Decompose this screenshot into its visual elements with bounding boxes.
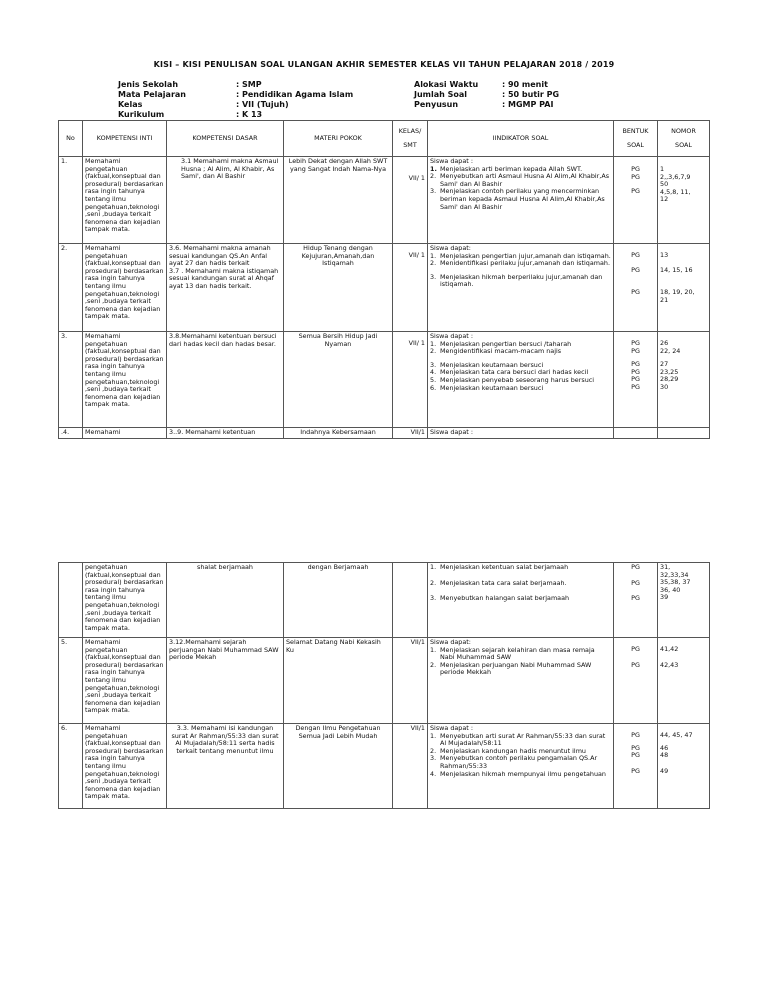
indikator-item: 1. Menjelaskan pengertian jujur,amanah dan istiqamah. <box>430 251 611 260</box>
indikator-item: 3. Menjelaskan hikmah berperilaku jujur,amanah dan istiqamah. <box>430 272 603 289</box>
row-kompetensi-inti: Memahami pengetahuan (faktual,konseptual dan prosedural) berdasarkan rasa ingin tahunya tentang ilmu pengetahuan,teknologi ,seni ,budaya terkait fenomena dan kejadian tampak mata. <box>83 244 167 332</box>
row-indikator: Siswa dapat : 1. Menyebutkan arti surat Ar Rahman/55:33 dan surat Al Mujadalah/58:11 2. Menjelaskan kandungan hadis menuntut ilmu 3. Menyebutkan contoh perilaku pengamalan QS.Ar Rahman/55:33 4. Menjelaskan hikmah mempunyai ilmu pengetahuan <box>428 724 614 809</box>
row-materi-pokok: Lebih Dekat dengan Allah SWT yang Sangat Indah Nama-Nya <box>284 157 393 244</box>
meta-row: Jenis Sekolah : SMP <box>118 80 262 89</box>
row-kompetensi-inti: Memahami <box>83 428 167 439</box>
row-no: 3. <box>59 332 83 428</box>
row-no: 5. <box>59 638 83 724</box>
indikator-item: 1. Menjelaskan pengertian bersuci /taharah <box>430 339 572 348</box>
row-no: .4. <box>59 428 83 439</box>
row-indikator: Siswa dapat: 1. Menjelaskan pengertian jujur,amanah dan istiqamah. 2. Menidentifikasi perilaku jujur,amanah dan istiqamah. 3. Menjelaskan hikmah berperilaku jujur,amanah dan istiqamah. <box>428 244 614 332</box>
indikator-item: 2. Menjelaskan kandungan hadis menuntut ilmu <box>430 746 586 755</box>
row-indikator: Siswa dapat: 1. Menjelaskan sejarah kelahiran dan masa remaja Nabi Muhammad SAW 2. Menjelaskan perjuangan Nabi Muhammad SAW periode Mekkah <box>428 638 614 724</box>
row-kelas-smt: VII/1 <box>393 428 428 439</box>
meta-row: Kurikulum : K 13 <box>118 110 263 119</box>
meta-right <box>414 80 560 110</box>
indikator-item: 2. Mengidentifikasi macam-macam najis <box>430 347 562 356</box>
row-no: 6. <box>59 724 83 809</box>
header-kompetensi-inti: KOMPETENSI INTI <box>83 121 167 157</box>
indikator-item: 1. Menyebutkan arti surat Ar Rahman/55:33 dan surat Al Mujadalah/58:11 <box>430 731 606 748</box>
row-kompetensi-dasar: 3.6. Memahami makna amanah sesuai kandungan QS.An Anfal ayat 27 dan hadis terkait 3.7 . Memahami makna istiqamah sesuai kandungan surat al Ahqaf ayat 13 dan hadis terkait. <box>167 244 284 332</box>
row-materi-pokok: Dengan Ilmu Pengetahuan Semua Jadi Lebih Mudah <box>284 724 393 809</box>
row-kompetensi-dasar: 3.1 Memahami makna Asmaul Husna ; Al Alim, Al Khabir, As Sami', dan Al Bashir <box>167 157 284 244</box>
meta-row: Kelas : VII (Tujuh) <box>118 100 289 109</box>
row-kompetensi-dasar: 3..9. Memahami ketentuan <box>167 428 284 439</box>
row-no <box>59 563 83 638</box>
indikator-item: 4. Menjelaskan hikmah mempunyai ilmu pengetahuan <box>430 769 606 778</box>
meta-row: Alokasi Waktu : 90 menit <box>414 80 548 89</box>
indikator-item: 2. Menjelaskan perjuangan Nabi Muhammad SAW periode Mekkah <box>430 660 592 677</box>
header-nomor-soal: NOMOR SOAL <box>658 121 710 157</box>
row-materi-pokok: dengan Berjamaah <box>284 563 393 638</box>
row-kelas-smt <box>393 563 428 638</box>
row-nomor-soal: 26 22, 24 27 23,25 28,29 30 <box>658 332 710 428</box>
indikator-item: 2. Menidentifikasi perilaku jujur,amanah dan istiqamah. <box>430 259 610 268</box>
header-bentuk-soal: BENTUK SOAL <box>614 121 658 157</box>
indikator-item: 6. Menjelaskan keutamaan bersuci <box>430 383 544 392</box>
row-kelas-smt: VII/ 1 <box>393 157 428 244</box>
row-bentuk-soal: PG PG PG PG PG PG <box>614 332 658 428</box>
header-materi-pokok: MATERI POKOK <box>284 121 393 157</box>
row-bentuk-soal: PG PG PG PG <box>614 724 658 809</box>
table-row <box>59 244 710 332</box>
row-materi-pokok: Selamat Datang Nabi Kekasih Ku <box>284 638 393 724</box>
row-no: 2. <box>59 244 83 332</box>
row-kelas-smt: VII/1 <box>393 724 428 809</box>
indikator-item: 3. Menjelaskan contoh perilaku yang mencerminkan beriman kepada Asmaul Husna Al Alim,Al Khabir,As Sami' dan Al Bashir <box>430 187 605 211</box>
table-row <box>59 332 710 428</box>
row-kelas-smt: VII/ 1 <box>393 244 428 332</box>
row-bentuk-soal: PG PG <box>614 638 658 724</box>
meta-row: Penyusun : MGMP PAI <box>414 100 554 109</box>
row-kompetensi-inti: pengetahuan (faktual,konseptual dan prosedural) berdasarkan rasa ingin tahunya tentang ilmu pengetahuan,teknologi ,seni ,budaya terkait fenomena dan kejadian tampak mata. <box>83 563 167 638</box>
table-row <box>59 563 710 638</box>
row-nomor-soal: 13 14, 15, 16 18, 19, 20, 21 <box>658 244 710 332</box>
header-no: No <box>59 121 83 157</box>
row-kompetensi-dasar: shalat berjamaah <box>167 563 284 638</box>
row-bentuk-soal: PG PG PG <box>614 244 658 332</box>
header-indikator-soal: IINDIKATOR SOAL <box>428 121 614 157</box>
row-nomor-soal: 44, 45, 47 46 48 49 <box>658 724 710 809</box>
header-kompetensi-dasar: KOMPETENSI DASAR <box>167 121 284 157</box>
table-row <box>59 428 710 439</box>
indikator-item: 3. Menyebutkan contoh perilaku pengamalan QS.Ar Rahman/55:33 <box>430 754 598 770</box>
row-bentuk-soal: PG PG PG <box>614 563 658 638</box>
meta-left <box>118 80 354 120</box>
row-indikator: Siswa dapat : <box>428 428 614 439</box>
indikator-item: 3. Menyebutkan halangan salat berjamaah <box>430 594 570 603</box>
row-indikator <box>428 563 614 638</box>
header-kelas-smt: KELAS/ SMT <box>393 121 428 157</box>
row-materi-pokok: Semua Bersih Hidup Jadi Nyaman <box>284 332 393 428</box>
kisi-table-page-1 <box>58 120 710 439</box>
table-row <box>59 157 710 244</box>
table-row <box>59 638 710 724</box>
indikator-item: 5. Menjelaskan penyebab seseorang harus bersuci <box>430 375 595 384</box>
row-kompetensi-dasar: 3.3. Memahami isi kandungan surat Ar Rahman/55:33 dan surat Al Mujadalah/58:11 serta hadis terkait tentang menuntut ilmu <box>167 724 284 809</box>
row-materi-pokok: Indahnya Kebersamaan <box>284 428 393 439</box>
row-materi-pokok: Hidup Tenang dengan Kejujuran,Amanah,dan Istiqamah <box>284 244 393 332</box>
document-title: KISI – KISI PENULISAN SOAL ULANGAN AKHIR SEMESTER KELAS VII TAHUN PELAJARAN 2018 / 2019 <box>153 60 615 69</box>
kisi-table-page-2 <box>58 562 710 809</box>
row-bentuk-soal <box>614 428 658 439</box>
row-nomor-soal <box>658 428 710 439</box>
row-nomor-soal: 31, 32,33,34 35,38, 37 36, 40 39 <box>658 563 710 638</box>
indikator-item: 2. Menjelaskan tata cara salat berjamaah. <box>430 578 567 587</box>
indikator-item: 1. Menjelaskan ketentuan salat berjamaah <box>430 563 569 571</box>
table-row <box>59 724 710 809</box>
row-kompetensi-dasar: 3.8.Memahami ketentuan bersuci dari hadas kecil dan hadas besar. <box>167 332 284 428</box>
row-kelas-smt: VII/ 1 <box>393 332 428 428</box>
row-kompetensi-inti: Memahami pengetahuan (faktual,konseptual dan prosedural) berdasarkan rasa ingin tahunya tentang ilmu pengetahuan,teknologi ,seni ,budaya terkait fenomena dan kejadian tampak mata. <box>83 724 167 809</box>
row-kompetensi-inti: Memahami pengetahuan (faktual,konseptual dan prosedural) berdasarkan rasa ingin tahunya tentang ilmu pengetahuan,teknologi ,seni ,budaya terkait fenomena dan kejadian tampak mata. <box>83 332 167 428</box>
meta-row: Mata Pelajaran : Pendidikan Agama Islam <box>118 90 354 99</box>
indikator-item: 1. Menjelaskan arti beriman kepada Allah SWT. <box>430 164 583 173</box>
row-indikator: Siswa dapat : 1. Menjelaskan pengertian bersuci /taharah 2. Mengidentifikasi macam-macam najis 3. Menjelaskan keutamaan bersuci 4. Menjelaskan tata cara bersuci dari hadas kecil 5. Menjelaskan penyebab seseorang harus bersuci 6. Menjelaskan keutamaan bersuci <box>428 332 614 428</box>
row-no: 1. <box>59 157 83 244</box>
table-header-row <box>59 121 710 157</box>
indikator-item: 4. Menjelaskan tata cara bersuci dari hadas kecil <box>430 368 589 377</box>
row-bentuk-soal: PG PG PG <box>614 157 658 244</box>
row-kompetensi-inti: Memahami pengetahuan (faktual,konseptual dan prosedural) berdasarkan rasa ingin tahunya tentang ilmu pengetahuan,teknologi ,seni ,budaya terkait fenomena dan kejadian tampak mata. <box>83 638 167 724</box>
meta-row: Jumlah Soal : 50 butir PG <box>414 90 560 99</box>
indikator-item: 3. Menjelaskan keutamaan bersuci <box>430 360 544 369</box>
row-kompetensi-dasar: 3.12.Memahami sejarah perjuangan Nabi Muhammad SAW periode Mekah <box>167 638 284 724</box>
indikator-item: 2. Menyebutkan arti Asmaul Husna Al Alim,Al Khabir,As Sami' dan Al Bashir <box>430 172 610 188</box>
row-nomor-soal: 41,42 42,43 <box>658 638 710 724</box>
row-kompetensi-inti: Memahami pengetahuan (faktual,konseptual dan prosedural) berdasarkan rasa ingin tahunya tentang ilmu pengetahuan,teknologi ,seni ,budaya terkait fenomena dan kejadian tampak mata. <box>83 157 167 244</box>
row-kelas-smt: VII/1 <box>393 638 428 724</box>
row-nomor-soal: 1 2,,3,6,7,9 50 4,5,8, 11, 12 <box>658 157 710 244</box>
indikator-item: 1. Menjelaskan sejarah kelahiran dan masa remaja Nabi Muhammad SAW <box>430 645 595 662</box>
row-indikator: Siswa dapat : 1. Menjelaskan arti beriman kepada Allah SWT. 2. Menyebutkan arti Asmaul Husna Al Alim,Al Khabir,As Sami' dan Al Bashir 3. Menjelaskan contoh perilaku yang mencerminkan beriman kepada Asmaul Husna Al Alim,Al Khabir,As Sami' dan Al Bashir <box>428 157 614 244</box>
